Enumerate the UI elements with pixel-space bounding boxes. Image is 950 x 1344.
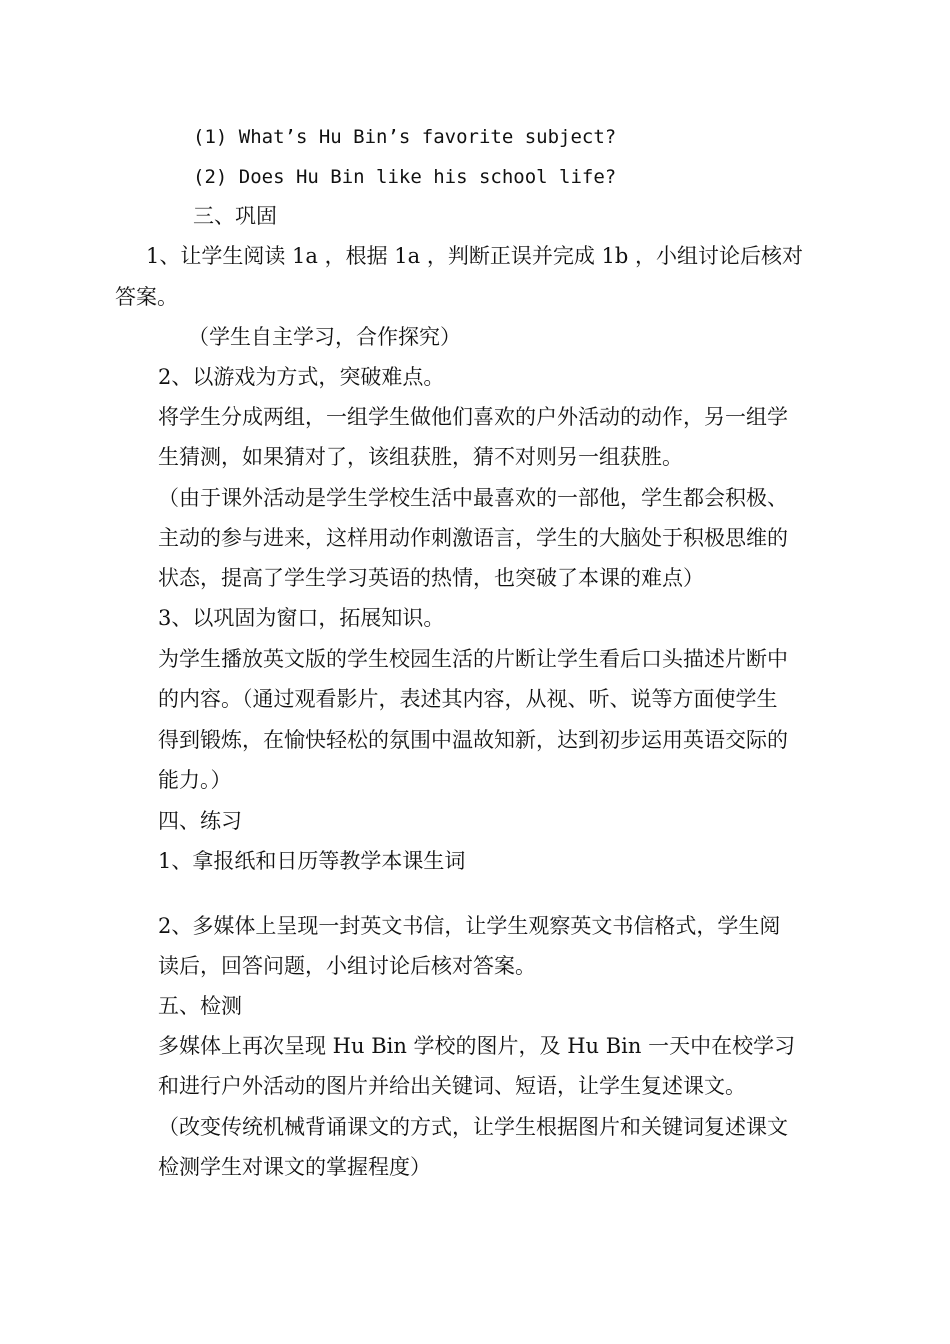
- test-line-2: 和进行户外活动的图片并给出关键词、短语，让学生复述课文。: [158, 1074, 746, 1098]
- test-note-1: （改变传统机械背诵课文的方式，让学生根据图片和关键词复述课文: [158, 1115, 788, 1139]
- item-2-line-2: 生猜测，如果猜对了，该组获胜，猜不对则另一组获胜。: [158, 445, 683, 469]
- section-5-heading: 五、检测: [158, 994, 242, 1018]
- item-3-line-2: 的内容。（通过观看影片，表述其内容，从视、听、说等方面使学生: [158, 687, 778, 711]
- item-2-heading: 2、以游戏为方式，突破难点。: [158, 365, 445, 389]
- item-1-line-2: 答案。: [115, 285, 178, 309]
- item-3-line-4: 能力。）: [158, 768, 232, 792]
- question-2: (2) Does Hu Bin like his school life?: [193, 166, 617, 188]
- practice-item-2-line-2: 读后，回答问题，小组讨论后核对答案。: [158, 954, 536, 978]
- test-note-2: 检测学生对课文的掌握程度）: [158, 1155, 431, 1179]
- item-2-note-2: 主动的参与进来，这样用动作刺激语言，学生的大脑处于积极思维的: [158, 526, 788, 550]
- item-3-line-3: 得到锻炼，在愉快轻松的氛围中温故知新，达到初步运用英语交际的: [158, 728, 788, 752]
- section-3-heading: 三、巩固: [193, 204, 277, 228]
- practice-item-2-line-1: 2、多媒体上呈现一封英文书信，让学生观察英文书信格式，学生阅: [158, 914, 781, 938]
- item-2-note-3: 状态，提高了学生学习英语的热情，也突破了本课的难点）: [158, 566, 704, 590]
- item-3-heading: 3、以巩固为窗口，拓展知识。: [158, 606, 445, 630]
- item-1-note: （学生自主学习，合作探究）: [188, 325, 461, 349]
- practice-item-1: 1、拿报纸和日历等教学本课生词: [158, 849, 466, 873]
- item-2-note-1: （由于课外活动是学生学校生活中最喜欢的一部他，学生都会积极、: [158, 486, 788, 510]
- test-line-1: 多媒体上再次呈现 Hu Bin 学校的图片，及 Hu Bin 一天中在校学习: [158, 1034, 796, 1058]
- item-1-line-1: 1、让学生阅读 1a ，根据 1a ，判断正误并完成 1b ，小组讨论后核对: [146, 244, 803, 268]
- item-3-line-1: 为学生播放英文版的学生校园生活的片断让学生看后口头描述片断中: [158, 647, 788, 671]
- item-2-line-1: 将学生分成两组，一组学生做他们喜欢的户外活动的动作，另一组学: [158, 405, 788, 429]
- question-1: (1) What’s Hu Bin’s favorite subject?: [193, 126, 617, 148]
- section-4-heading: 四、练习: [158, 809, 242, 833]
